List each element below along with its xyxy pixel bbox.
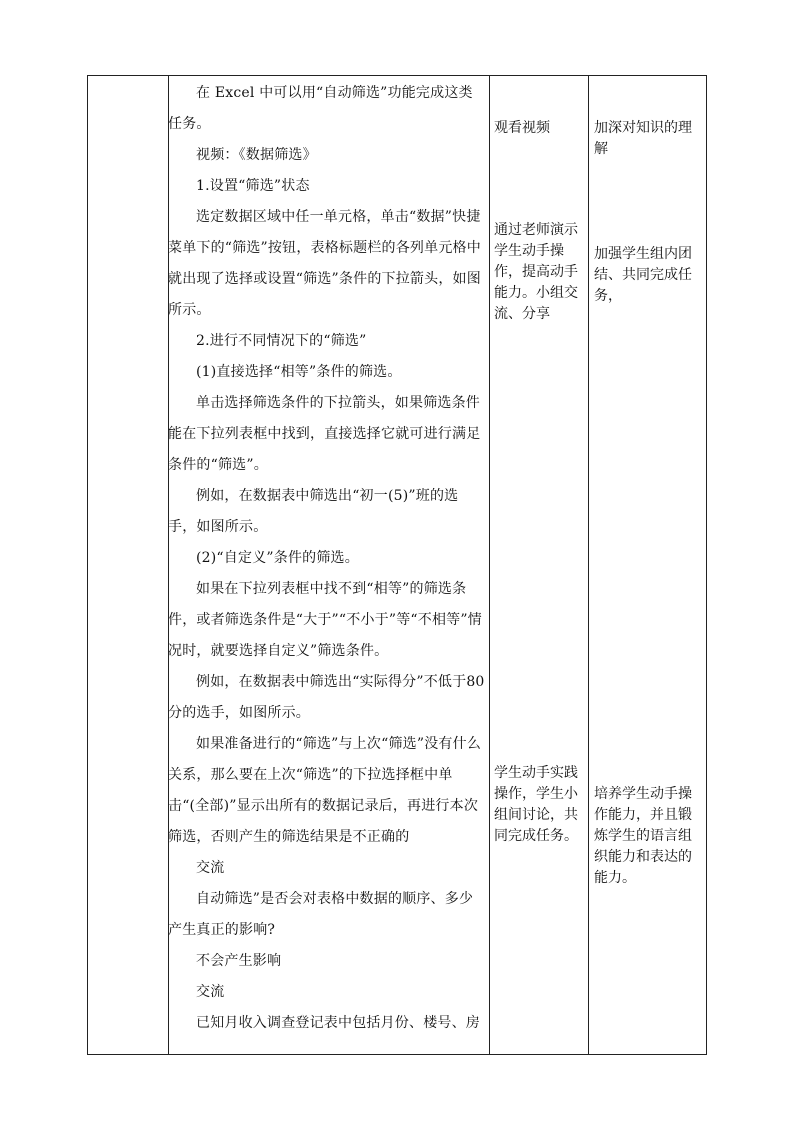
content-paragraph: 交流 <box>196 984 225 1000</box>
content-paragraph: 例如，在数据表中筛选出“初一(5)”班的选手，如图所示。 <box>168 488 459 535</box>
content-paragraph: 已知月收入调查登记表中包括月份、楼号、房 <box>196 1015 480 1031</box>
content-paragraph: 在 Excel 中可以用“自动筛选”功能完成这类任务。 <box>168 85 473 132</box>
design-intent-1: 加深对知识的理解 <box>594 120 692 157</box>
content-paragraph: (2)“自定义”条件的筛选。 <box>196 550 359 566</box>
student-activity-3: 学生动手实践操作，学生小组间讨论，共同完成任务。 <box>494 765 578 844</box>
design-intent-3: 培养学生动手操作能力，并且锻炼学生的语言组织能力和表达的能力。 <box>594 786 692 886</box>
content-paragraph: 1.设置“筛选”状态 <box>196 178 310 194</box>
student-activity-2: 通过老师演示学生动手操作，提高动手能力。小组交流、分享 <box>494 222 578 322</box>
content-paragraph: 如果在下拉列表框中找不到“相等”的筛选条件，或者筛选条件是“大于”“不小于”等“不相等”情况时，就要选择自定义”筛选条件。 <box>168 581 482 659</box>
content-paragraph: 交流 <box>196 860 225 876</box>
column-divider-2 <box>489 76 490 1054</box>
content-paragraph: 如果准备进行的“筛选”与上次“筛选”没有什么关系，那么要在上次“筛选”的下拉选择框中单击“(全部)”显示出所有的数据记录后，再进行本次筛选，否则产生的筛选结果是不正确的 <box>168 736 482 845</box>
teaching-content-column <box>168 75 486 1039</box>
content-paragraph: 例如，在数据表中筛选出“实际得分”不低于80分的选手，如图所示。 <box>168 674 485 721</box>
content-paragraph: 自动筛选”是否会对表格中数据的顺序、多少产生真正的影响? <box>168 891 474 938</box>
content-paragraph: 视频：《数据筛选》 <box>196 147 317 163</box>
column-divider-3 <box>588 76 589 1054</box>
student-activity-1: 观看视频 <box>494 120 550 136</box>
content-paragraph: 选定数据区域中任一单元格，单击“数据”快捷菜单下的“筛选”按钮，表格标题栏的各列单元格中就出现了选择或设置“筛选”条件的下拉箭头，如图所示。 <box>168 209 481 318</box>
content-paragraph: 单击选择筛选条件的下拉箭头，如果筛选条件能在下拉列表框中找到，直接选择它就可进行满足条件的“筛选”。 <box>168 395 481 473</box>
content-paragraph: (1)直接选择“相等”条件的筛选。 <box>196 364 402 380</box>
design-intent-2: 加强学生组内团结、共同完成任务， <box>594 246 692 304</box>
content-paragraph: 2.进行不同情况下的“筛选” <box>196 333 367 349</box>
content-paragraph: 不会产生影响 <box>196 953 282 969</box>
